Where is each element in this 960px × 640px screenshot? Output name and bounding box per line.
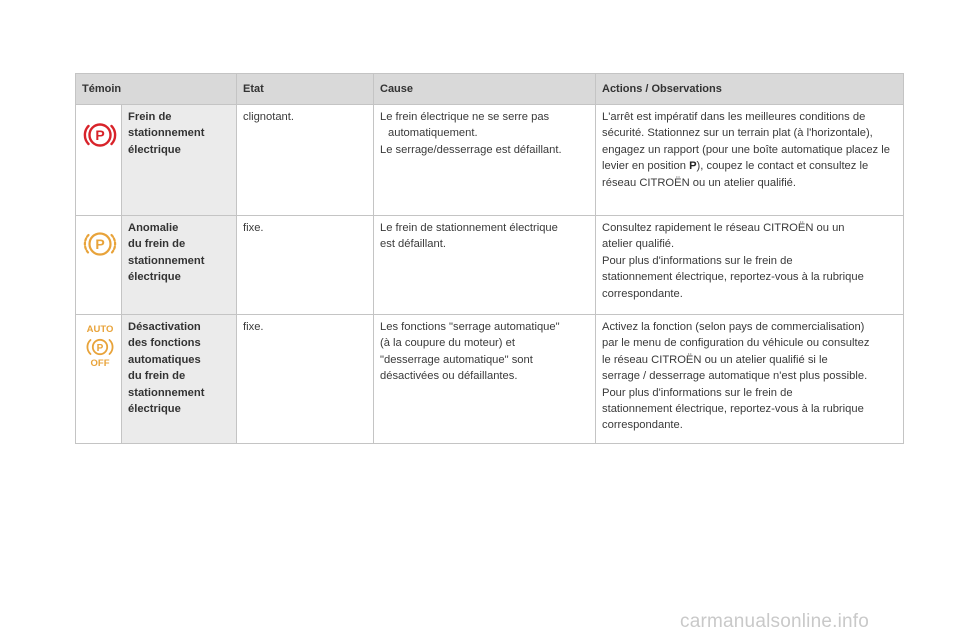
cause-line: Le serrage/desserrage est défaillant. bbox=[380, 143, 562, 156]
cause-line: Le frein électrique ne se serre pas bbox=[380, 111, 550, 123]
actions-text-end: ), coupez le contact et consultez le réseau CITROËN ou un atelier qualifié. bbox=[602, 160, 869, 189]
svg-text:OFF: OFF bbox=[90, 358, 110, 369]
name-line: du frein de bbox=[128, 370, 186, 383]
name-line: du frein de bbox=[128, 238, 186, 251]
icon-cell bbox=[76, 105, 122, 216]
actions-line: correspondante. bbox=[602, 287, 683, 300]
row-cause bbox=[374, 105, 596, 216]
row-actions bbox=[596, 105, 904, 216]
name-line: stationnement bbox=[128, 254, 205, 267]
row-state: clignotant. bbox=[237, 105, 374, 216]
cause-line: est défaillant. bbox=[380, 238, 446, 251]
auto-parking-brake-off-orange-icon bbox=[82, 323, 118, 369]
row-cause bbox=[374, 315, 596, 444]
actions-line: correspondante. bbox=[602, 419, 683, 432]
name-line: des fonctions bbox=[128, 337, 201, 350]
header-temoin: Témoin bbox=[76, 74, 237, 105]
cause-line: Les fonctions "serrage automatique" bbox=[380, 321, 560, 333]
row-name bbox=[122, 315, 237, 444]
name-line: électrique bbox=[128, 271, 181, 284]
row-state: fixe. bbox=[237, 315, 374, 444]
cause-line: Le frein de stationnement électrique bbox=[380, 222, 558, 234]
actions-line: stationnement électrique, reportez-vous à la rubrique bbox=[602, 271, 864, 284]
name-line: automatiques bbox=[128, 353, 201, 366]
table-row bbox=[76, 216, 904, 315]
row-name bbox=[122, 105, 237, 216]
name-line: stationnement bbox=[128, 386, 205, 399]
parking-brake-fault-orange-icon bbox=[82, 226, 118, 262]
cause-line: désactivées ou défaillantes. bbox=[380, 370, 518, 383]
warning-lights-table bbox=[75, 73, 904, 444]
header-actions: Actions / Observations bbox=[596, 74, 904, 105]
header-cause: Cause bbox=[374, 74, 596, 105]
actions-line: Activez la fonction (selon pays de commercialisation) bbox=[602, 321, 865, 333]
actions-line: le réseau CITROËN ou un atelier qualifié si le bbox=[602, 353, 828, 366]
row-name bbox=[122, 216, 237, 315]
header-etat: Etat bbox=[237, 74, 374, 105]
svg-text:AUTO: AUTO bbox=[86, 324, 114, 335]
svg-text:P: P bbox=[95, 236, 105, 252]
row-state: fixe. bbox=[237, 216, 374, 315]
actions-line: par le menu de configuration du véhicule ou consultez bbox=[602, 337, 870, 350]
actions-line: serrage / desserrage automatique n'est plus possible. bbox=[602, 370, 868, 383]
actions-line: atelier qualifié. bbox=[602, 238, 675, 251]
name-line: électrique bbox=[128, 143, 181, 156]
parking-brake-red-icon bbox=[82, 117, 118, 153]
table-row bbox=[76, 105, 904, 216]
gear-position-p: P bbox=[689, 160, 697, 173]
name-line: Anomalie bbox=[128, 222, 179, 234]
table-header-row bbox=[76, 74, 904, 105]
name-line: Désactivation bbox=[128, 321, 201, 333]
row-cause bbox=[374, 216, 596, 315]
actions-line: Pour plus d'informations sur le frein de bbox=[602, 386, 793, 399]
actions-line: Pour plus d'informations sur le frein de bbox=[602, 254, 793, 267]
cause-line: "desserrage automatique" sont bbox=[380, 353, 533, 366]
icon-cell bbox=[76, 315, 122, 444]
actions-text: L'arrêt est impératif dans les meilleures conditions de sécurité. Stationnez sur un terrain plat (à l'horizontale), engagez un rapport (pour une boîte automatique placez le levier en position bbox=[602, 111, 890, 173]
actions-line: Consultez rapidement le réseau CITROËN ou un bbox=[602, 222, 845, 234]
icon-cell bbox=[76, 216, 122, 315]
watermark-text: carmanualsonline.info bbox=[680, 611, 870, 632]
name-line: stationnement bbox=[128, 127, 205, 140]
cause-line: automatiquement. bbox=[388, 127, 478, 140]
name-line: Frein de bbox=[128, 111, 172, 123]
cause-line: (à la coupure du moteur) et bbox=[380, 337, 515, 350]
row-actions bbox=[596, 315, 904, 444]
actions-line: stationnement électrique, reportez-vous à la rubrique bbox=[602, 403, 864, 416]
row-actions bbox=[596, 216, 904, 315]
svg-text:P: P bbox=[96, 343, 104, 354]
name-line: électrique bbox=[128, 403, 181, 416]
table-row bbox=[76, 315, 904, 444]
svg-text:P: P bbox=[95, 127, 105, 143]
